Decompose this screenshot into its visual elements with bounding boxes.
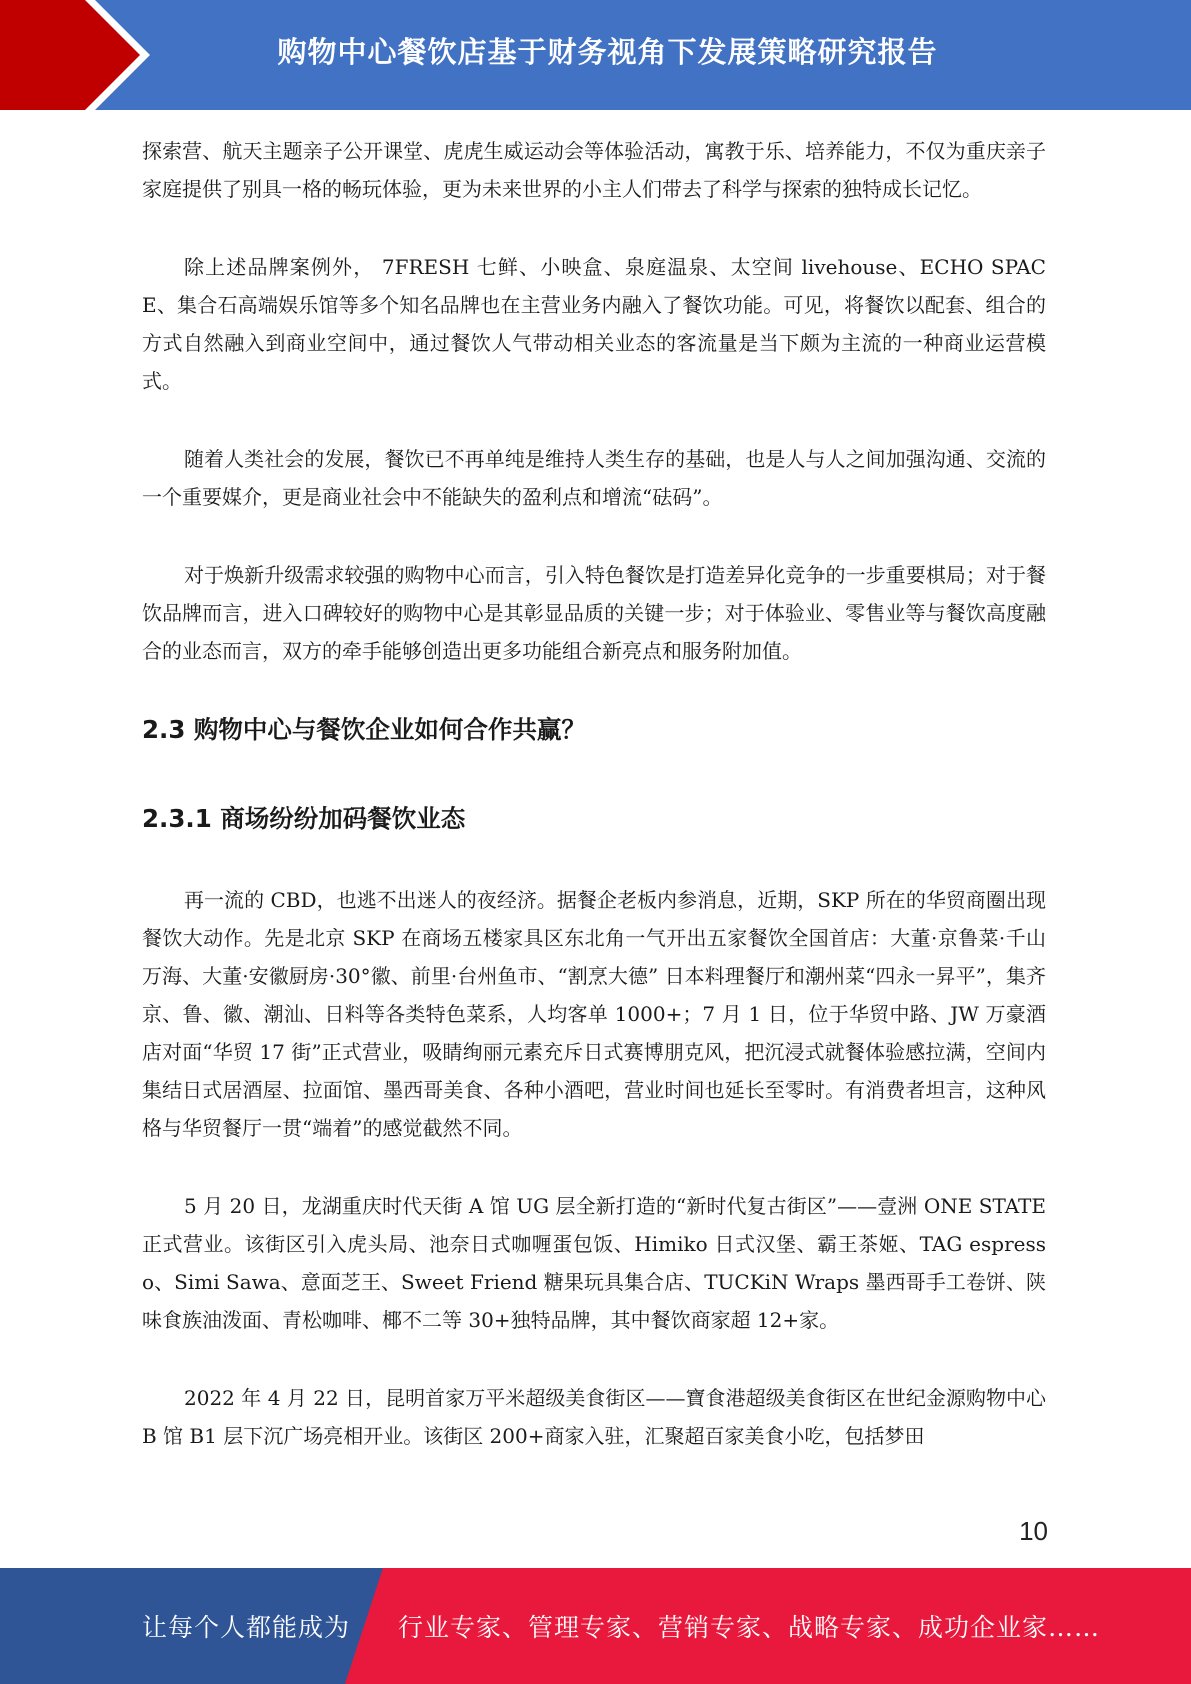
page-header — [0, 0, 1191, 110]
document-body — [142, 132, 1046, 1495]
paragraph: 5 月 20 日，龙湖重庆时代天街 A 馆 UG 层全新打造的“新时代复古街区”——壹洲 ONE STATE 正式营业。该街区引入虎头局、池奈日式咖喱蛋包饭、Himiko 日式汉堡、霸王茶姬、TAG espresso、Simi Sawa、意面芝王、Sweet Friend 糖果玩具集合店、TUCKiN Wraps 墨西哥手工卷饼、陕味食族油泼面、青松咖啡、椰不二等 30+独特品牌，其中餐饮商家超 12+家。 — [142, 1194, 1046, 1332]
paragraph: 随着人类社会的发展，餐饮已不再单纯是维持人类生存的基础，也是人与人之间加强沟通、交流的一个重要媒介，更是商业社会中不能缺失的盈利点和增流“砝码”。 — [142, 447, 1046, 509]
footer-slogan-left: 让每个人都能成为 — [142, 1613, 351, 1642]
subsection-heading: 2.3.1 商场纷纷加码餐饮业态 — [142, 804, 466, 833]
paragraph: 对于焕新升级需求较强的购物中心而言，引入特色餐饮是打造差异化竞争的一步重要棋局；对于餐饮品牌而言，进入口碑较好的购物中心是其彰显品质的关键一步；对于体验业、零售业等与餐饮高度融合的业态而言，双方的牵手能够创造出更多功能组合新亮点和服务附加值。 — [142, 563, 1046, 663]
header-title: 购物中心餐饮店基于财务视角下发展策略研究报告 — [277, 34, 938, 69]
paragraph: 再一流的 CBD，也逃不出迷人的夜经济。据餐企老板内参消息，近期，SKP 所在的华贸商圈出现餐饮大动作。先是北京 SKP 在商场五楼家具区东北角一气开出五家餐饮全国首店：大董·京鲁菜·千山万海、大董·安徽厨房·30°徽、前里·台州鱼市、“割烹大德” 日本料理餐厅和潮州菜“四永一昇平”，集齐京、鲁、徽、潮汕、日料等各类特色菜系，人均客单 1000+；7 月 1 日，位于华贸中路、JW 万豪酒店对面“华贸 17 街”正式营业，吸睛绚丽元素充斥日式赛博朋克风，把沉浸式就餐体验感拉满，空间内集结日式居酒屋、拉面馆、墨西哥美食、各种小酒吧，营业时间也延长至零时。有消费者坦言，这种风格与华贸餐厅一贯“端着”的感觉截然不同。 — [142, 888, 1046, 1140]
footer-slogan-right: 行业专家、管理专家、营销专家、战略专家、成功企业家…… — [398, 1613, 1101, 1642]
paragraph: 除上述品牌案例外， 7FRESH 七鲜、小映盒、泉庭温泉、太空间 livehouse、ECHO SPACE、集合石高端娱乐馆等多个知名品牌也在主营业务内融入了餐饮功能。可见，将餐饮以配套、组合的方式自然融入到商业空间中，通过餐饮人气带动相关业态的客流量是当下颇为主流的一种商业运营模式。 — [142, 255, 1046, 393]
paragraph-continued: 探索营、航天主题亲子公开课堂、虎虎生威运动会等体验活动，寓教于乐、培养能力，不仅为重庆亲子家庭提供了别具一格的畅玩体验，更为未来世界的小主人们带去了科学与探索的独特成长记忆。 — [142, 139, 1046, 201]
page-footer — [0, 1568, 1191, 1684]
paragraph: 2022 年 4 月 22 日，昆明首家万平米超级美食街区——寶食港超级美食街区在世纪金源购物中心 B 馆 B1 层下沉广场亮相开业。该街区 200+商家入驻，汇聚超百家美食小吃，包括梦田 — [142, 1386, 1046, 1448]
page-number: 10 — [1019, 1516, 1048, 1546]
section-heading: 2.3 购物中心与餐饮企业如何合作共赢？ — [142, 715, 586, 744]
